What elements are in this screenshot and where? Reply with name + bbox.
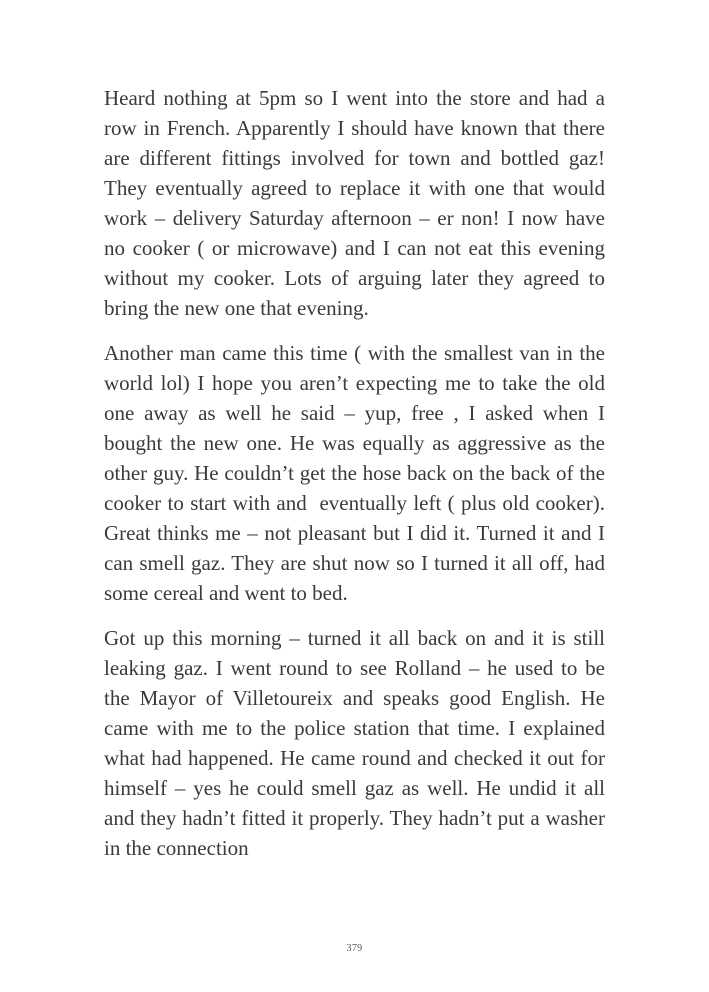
paragraph-1: Heard nothing at 5pm so I went into the store and had a row in French. Apparently I should have known that there are different fittings involved for town and bottled gaz! They eventually agreed to replace it with one that would work – delivery Saturday afternoon – er non! I now have no cooker ( or microwave) and I can not eat this evening without my cooker. Lots of arguing later they agreed to bring the new one that evening. xyxy=(104,86,605,320)
page-body xyxy=(104,83,605,878)
paragraph-3: Got up this morning – turned it all back on and it is still leaking gaz. I went round to see Rolland – he used to be the Mayor of Villetoureix and speaks good English. He came with me to the police station that time. I explained what had happened. He came round and checked it out for himself – yes he could smell gaz as well. He undid it all and they hadn’t fitted it properly. They hadn’t put a washer in the connection xyxy=(104,626,605,860)
page-number: 379 xyxy=(346,943,363,954)
paragraph-2: Another man came this time ( with the smallest van in the world lol) I hope you aren’t expecting me to take the old one away as well he said – yup, free , I asked when I bought the new one. He was equally as aggressive as the other guy. He couldn’t get the hose back on the back of the cooker to start with and eventually left ( plus old cooker). Great thinks me – not pleasant but I did it. Turned it and I can smell gaz. They are shut now so I turned it all off, had some cereal and went to bed. xyxy=(104,341,605,605)
